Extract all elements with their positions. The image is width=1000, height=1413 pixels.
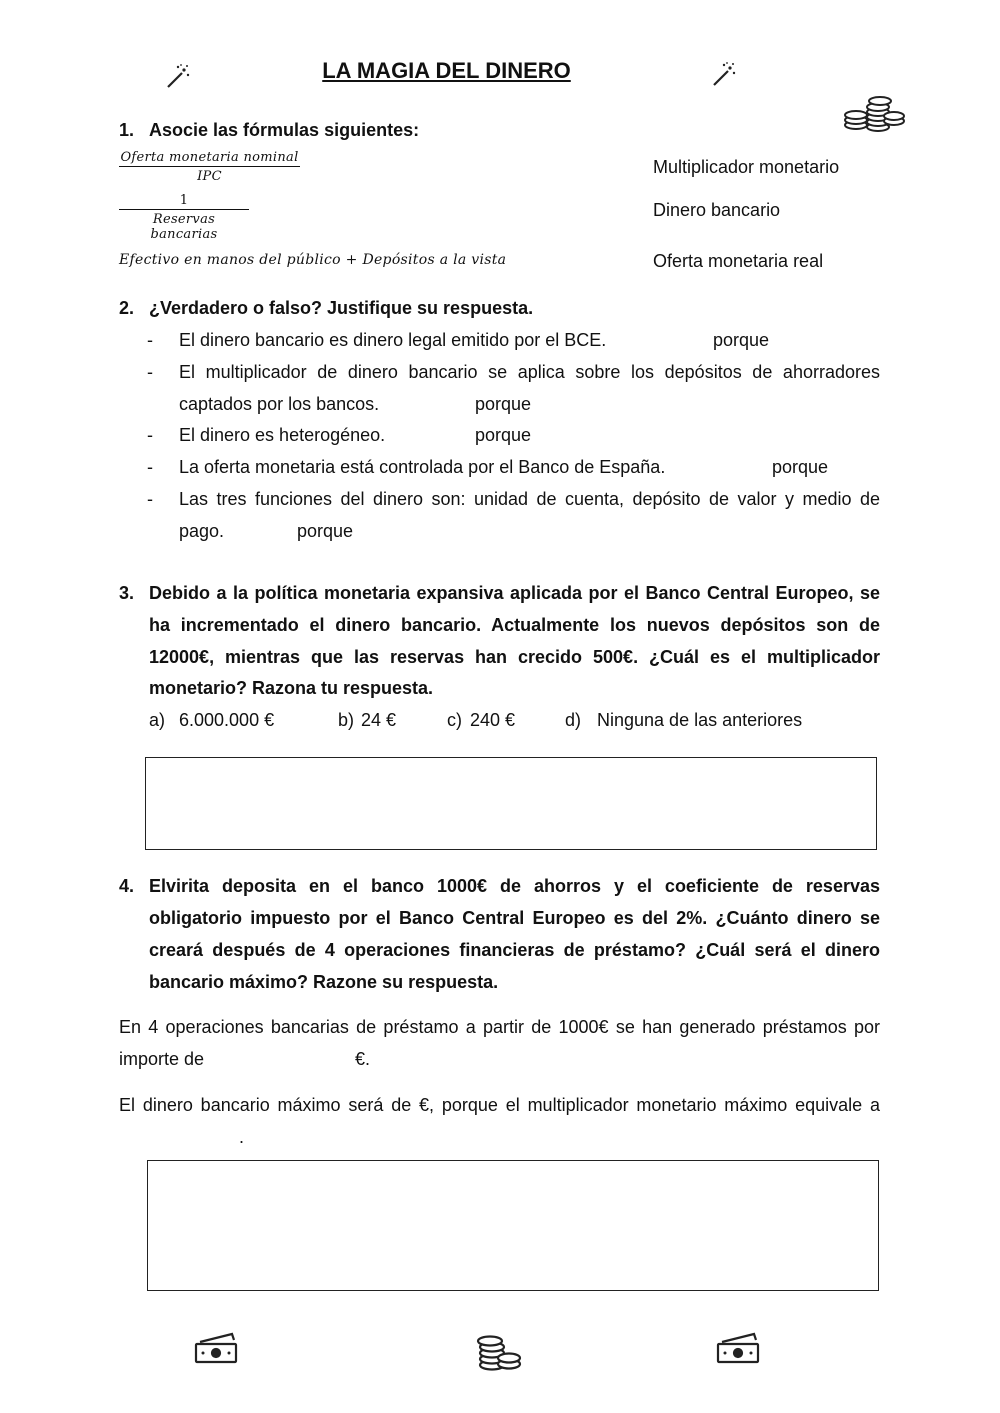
porque-label: porque: [475, 425, 532, 445]
question-heading: ¿Verdadero o falso? Justifique su respuesta.: [149, 298, 534, 318]
formula-numerator: Oferta monetaria nominal: [120, 150, 299, 165]
magic-wand-icon: [164, 62, 192, 90]
option-letter: c): [447, 710, 462, 730]
formula-fraction: [119, 150, 300, 184]
question-text: Debido a la política monetaria expansiva aplicada por el Banco Central Europeo, se: [149, 583, 880, 603]
question-text: creará después de 4 operaciones financieras de préstamo? ¿Cuál será el dinero: [149, 940, 880, 960]
statement-text: El dinero bancario es dinero legal emitido por el BCE.: [179, 330, 607, 350]
paragraph-text: €.: [355, 1049, 371, 1069]
porque-label: porque: [475, 394, 532, 414]
question-text: obligatorio impuesto por el Banco Central Europeo es del 2%. ¿Cuánto dinero se: [149, 908, 880, 928]
question-number: 4.: [119, 876, 135, 896]
answer-box[interactable]: [145, 757, 877, 850]
question-heading: Asocie las fórmulas siguientes:: [149, 120, 420, 140]
question-number: 3.: [119, 583, 135, 603]
page-title: LA MAGIA DEL DINERO: [322, 58, 571, 83]
magic-wand-icon: [710, 60, 738, 88]
question-text: 12000€, mientras que las reservas han crecido 500€. ¿Cuál es el multiplicador: [149, 647, 880, 667]
question-text: monetario? Razona tu respuesta.: [149, 678, 434, 698]
list-dash: -: [147, 425, 153, 445]
statement-text: La oferta monetaria está controlada por el Banco de España.: [179, 457, 666, 477]
list-dash: -: [147, 330, 153, 350]
banknote-icon: [714, 1330, 762, 1366]
coins-icon: [476, 1334, 524, 1372]
formula-denominator: Reservas bancarias: [150, 212, 218, 242]
option-a[interactable]: 6.000.000 €: [179, 710, 275, 730]
option-letter: d): [565, 710, 582, 730]
paragraph-text: .: [239, 1127, 245, 1147]
paragraph-text: El dinero bancario máximo será de €, porque el multiplicador monetario máximo equivale a: [119, 1095, 880, 1115]
list-dash: -: [147, 362, 153, 382]
statement-text: Las tres funciones del dinero son: unidad de cuenta, depósito de valor y medio de: [179, 489, 880, 509]
formula-sum: Efectivo en manos del público + Depósitos a la vista: [119, 252, 507, 268]
coins-icon: [842, 95, 906, 133]
formula-denominator: IPC: [197, 169, 222, 184]
formula-numerator: 1: [179, 193, 189, 208]
option-letter: b): [338, 710, 355, 730]
option-letter: a): [149, 710, 166, 730]
question-number: 2.: [119, 298, 135, 318]
answer-option[interactable]: Multiplicador monetario: [653, 157, 840, 177]
question-text: Elvirita deposita en el banco 1000€ de ahorros y el coeficiente de reservas: [149, 876, 880, 896]
paragraph-text: importe de: [119, 1049, 205, 1069]
porque-label: porque: [772, 457, 829, 477]
option-d[interactable]: Ninguna de las anteriores: [597, 710, 803, 730]
paragraph-text: En 4 operaciones bancarias de préstamo a partir de 1000€ se han generado préstamos por: [119, 1017, 880, 1037]
question-text: bancario máximo? Razone su respuesta.: [149, 972, 499, 992]
porque-label: porque: [297, 521, 354, 541]
statement-text: captados por los bancos.: [179, 394, 380, 414]
statement-text: El dinero es heterogéneo.: [179, 425, 386, 445]
option-b[interactable]: 24 €: [361, 710, 397, 730]
statement-text: El multiplicador de dinero bancario se aplica sobre los depósitos de ahorradores: [179, 362, 880, 382]
statement-text: pago.: [179, 521, 225, 541]
list-dash: -: [147, 489, 153, 509]
answer-box[interactable]: [147, 1160, 879, 1291]
question-number: 1.: [119, 120, 135, 140]
question-text: ha incrementado el dinero bancario. Actualmente los nuevos depósitos son de: [149, 615, 880, 635]
answer-option[interactable]: Dinero bancario: [653, 200, 781, 220]
answer-option[interactable]: Oferta monetaria real: [653, 251, 824, 271]
porque-label: porque: [713, 330, 770, 350]
banknote-icon: [192, 1330, 240, 1366]
list-dash: -: [147, 457, 153, 477]
formula-fraction: [119, 193, 249, 242]
option-c[interactable]: 240 €: [470, 710, 516, 730]
